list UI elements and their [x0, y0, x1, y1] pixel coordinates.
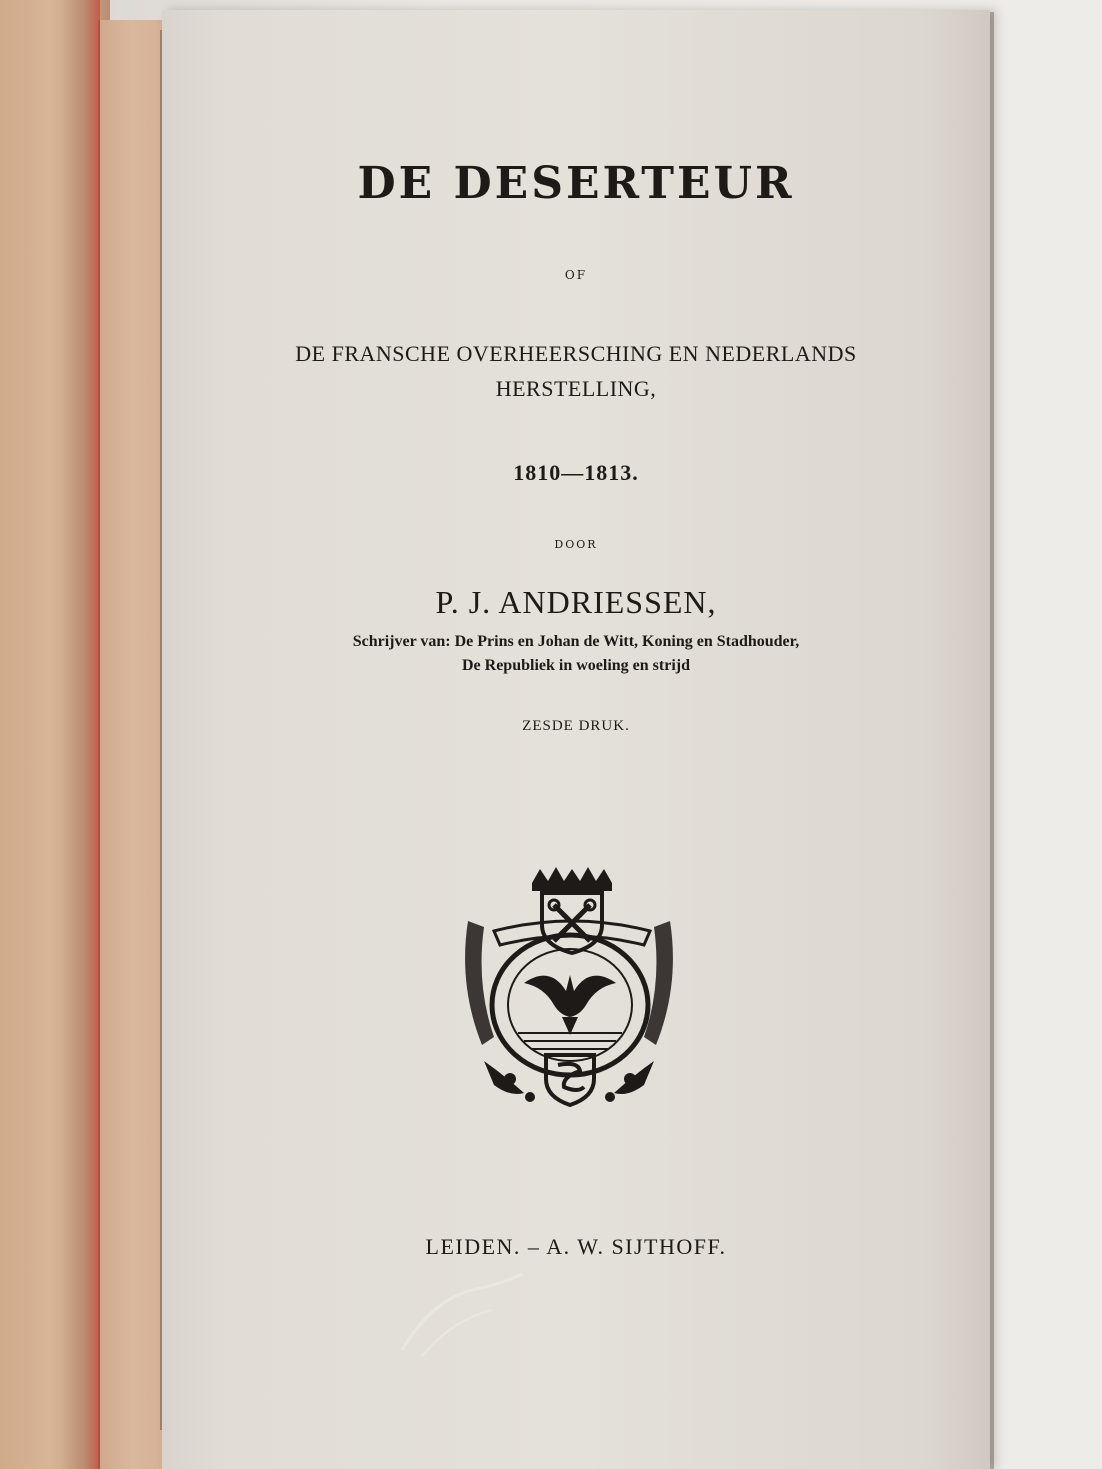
author-works [162, 630, 990, 678]
printers-device-emblem-icon [454, 865, 684, 1110]
imprint: LEIDEN. – A. W. SIJTHOFF. [425, 1234, 727, 1259]
edition: ZESDE DRUK. [522, 718, 630, 734]
gutter-line [160, 30, 162, 1430]
author-name: P. J. ANDRIESSEN, [435, 584, 717, 620]
paper-crease-mark [392, 1270, 532, 1360]
years: 1810—1813. [513, 460, 639, 485]
book-subtitle [162, 336, 990, 406]
author-works-line-1: Schrijver van: De Prins en Johan de Witt, Koning en Stadhouder, [352, 633, 800, 650]
book-title: DE DESERTEUR [357, 158, 795, 209]
endpaper [98, 20, 164, 1469]
subtitle-line-1: DE FRANSCHE OVERHEERSCHING EN NEDERLANDS [295, 341, 857, 366]
subtitle-line-2: HERSTELLING, [495, 376, 657, 401]
author-works-line-2: De Republiek in woeling en strijd [461, 657, 690, 674]
by-label: DOOR [554, 538, 598, 551]
title-connector: OF [564, 268, 588, 282]
title-page [162, 10, 990, 1469]
cover-red-edge [60, 0, 100, 1469]
